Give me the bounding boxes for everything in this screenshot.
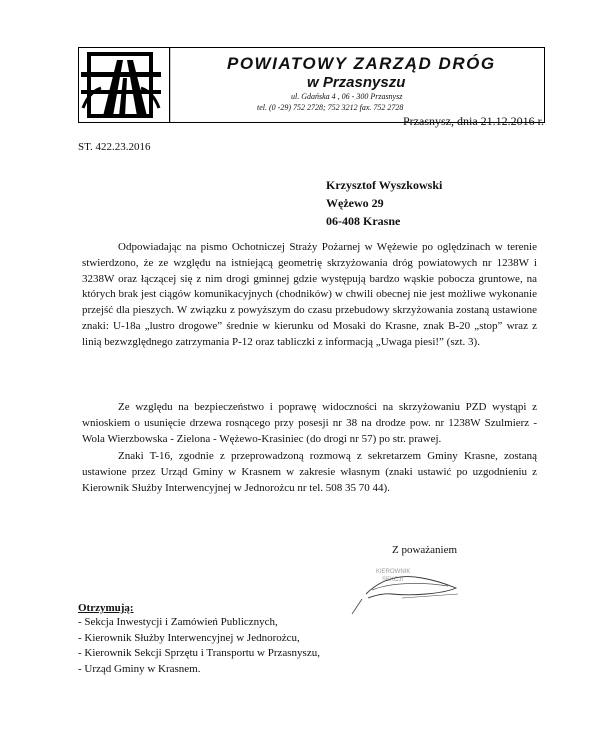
body-paragraph-1: Odpowiadając na pismo Ochotniczej Straży Pożarnej w Wężewie po oględzinach w terenie stwierdzono, że ze względu na istniejącą geometrię skrzyżowania dróg powiatowych nr 1238W i 3238W oraz łączącej się z nim drogi gminnej gdzie występują bardzo wąskie pobocza gruntowe, na których brak jest ciągów komunikacyjnych (chodników) w chwili obecnej nie jest możliwe wykonanie przejść dla pieszych. W związku z powyższym do czasu przebudowy skrzyżowania zostaną ustawione znaki: U-18a „lustro drogowe” średnie w kierunku od Mosaki do Krasne, znak B-20 „stop” wraz z linią bezwzględnego zatrzymania P-12 oraz tabliczki z informacją „Uwaga piesi!” (szt. 3). <box>82 241 537 348</box>
list-item: - Urząd Gminy w Krasnem. <box>78 662 201 675</box>
list-item: - Kierownik Sekcji Sprzętu i Transportu w Przasnyszu, <box>78 647 320 659</box>
distribution-title: Otrzymują: <box>78 602 134 614</box>
body-paragraph-2: Ze względu na bezpieczeństwo i poprawę widoczności na skrzyżowaniu PZD wystąpi z wnioskiem o usunięcie drzewa rosnącego przy posesji nr 38 na drodze pow. nr 1238W Szulmierz - Wola Wierzbowska - Zielona - Wężewo-Krasiniec (do drogi nr 57) po str. prawej. <box>82 401 537 445</box>
signature-stamp <box>362 564 460 602</box>
place-date: Przasnysz, dnia 21.12.2016 r. <box>403 114 544 128</box>
road-authority-logo-icon <box>79 48 179 122</box>
closing-salutation: Z poważaniem <box>392 544 458 556</box>
distribution-list <box>78 615 320 677</box>
recipient-name: Krzysztof Wyszkowski <box>326 178 443 192</box>
recipient-street: Wężewo 29 <box>326 196 384 210</box>
body-paragraph-3: Znaki T-16, zgodnie z przeprowadzoną rozmową z sekretarzem Gminy Krasne, zostaną ustawione przez Urząd Gminy w Krasnem w zakresie własnym (znaki ustawić po uzgodnieniu z Kierownik Służby Interwencyjnej w Jednorożcu nr tel. 508 35 70 44). <box>82 450 537 494</box>
pen-stroke-mark <box>350 598 364 616</box>
institution-title: POWIATOWY ZARZĄD DRÓG <box>227 54 496 73</box>
list-item: - Kierownik Służby Interwencyjnej w Jednorożcu, <box>78 631 300 644</box>
svg-text:SEKCJI: SEKCJI <box>382 577 404 583</box>
reference-number: ST. 422.23.2016 <box>78 141 151 153</box>
institution-contact: tel. (0 -29) 752 2728; 752 3212 fax. 752 2728 <box>257 103 404 112</box>
institution-address: ul. Gdańska 4 , 06 - 300 Przasnysz <box>291 92 403 101</box>
recipient-address <box>326 176 442 230</box>
list-item: - Sekcja Inwestycji i Zamówień Publicznych, <box>78 616 278 628</box>
letterhead <box>78 47 545 123</box>
institution-subtitle: w Przasnyszu <box>307 74 406 91</box>
svg-text:KIEROWNIK: KIEROWNIK <box>376 569 411 575</box>
recipient-city: 06-408 Krasne <box>326 214 401 228</box>
